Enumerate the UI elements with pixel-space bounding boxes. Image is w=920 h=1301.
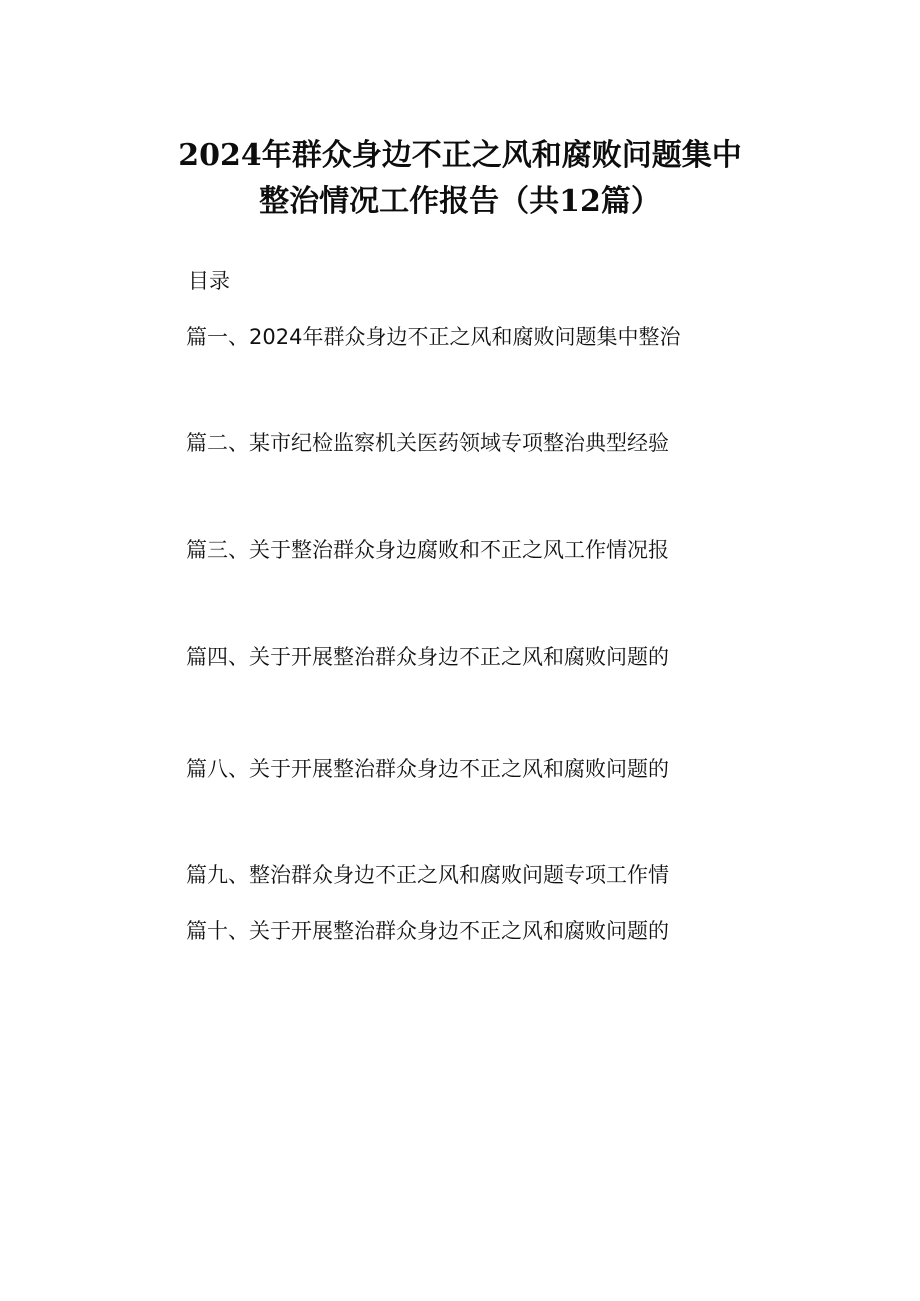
toc-item-2[interactable] (186, 428, 669, 458)
toc-item-5[interactable] (186, 754, 669, 784)
toc-item-text: 关于开展整治群众身边不正之风和腐败问题的 (249, 757, 669, 781)
toc-item-4[interactable] (186, 642, 669, 672)
toc-item-6[interactable] (186, 860, 669, 890)
toc-item-text: 关于开展整治群众身边不正之风和腐败问题的 (249, 919, 669, 943)
toc-item-number: 篇九、 (186, 863, 249, 887)
toc-item-number: 篇四、 (186, 645, 249, 669)
toc-heading: 目录 (188, 269, 230, 293)
toc-item-3[interactable] (186, 535, 669, 565)
toc-item-text: 2024年群众身边不正之风和腐败问题集中整治 (249, 325, 681, 349)
toc-item-number: 篇一、 (186, 325, 249, 349)
toc-item-text: 关于开展整治群众身边不正之风和腐败问题的 (249, 645, 669, 669)
title-line-1: 2024年群众身边不正之风和腐败问题集中 (178, 138, 742, 173)
toc-item-number: 篇二、 (186, 431, 249, 455)
toc-item-text: 某市纪检监察机关医药领域专项整治典型经验 (249, 431, 669, 455)
toc-item-7[interactable] (186, 916, 669, 946)
toc-item-number: 篇八、 (186, 757, 249, 781)
toc-item-text: 关于整治群众身边腐败和不正之风工作情况报 (249, 538, 669, 562)
title-line-2: 整治情况工作报告（共12篇） (259, 184, 661, 219)
toc-item-text: 整治群众身边不正之风和腐败问题专项工作情 (249, 863, 669, 887)
toc-item-number: 篇三、 (186, 538, 249, 562)
toc-item-1[interactable] (186, 322, 680, 352)
toc-item-number: 篇十、 (186, 919, 249, 943)
